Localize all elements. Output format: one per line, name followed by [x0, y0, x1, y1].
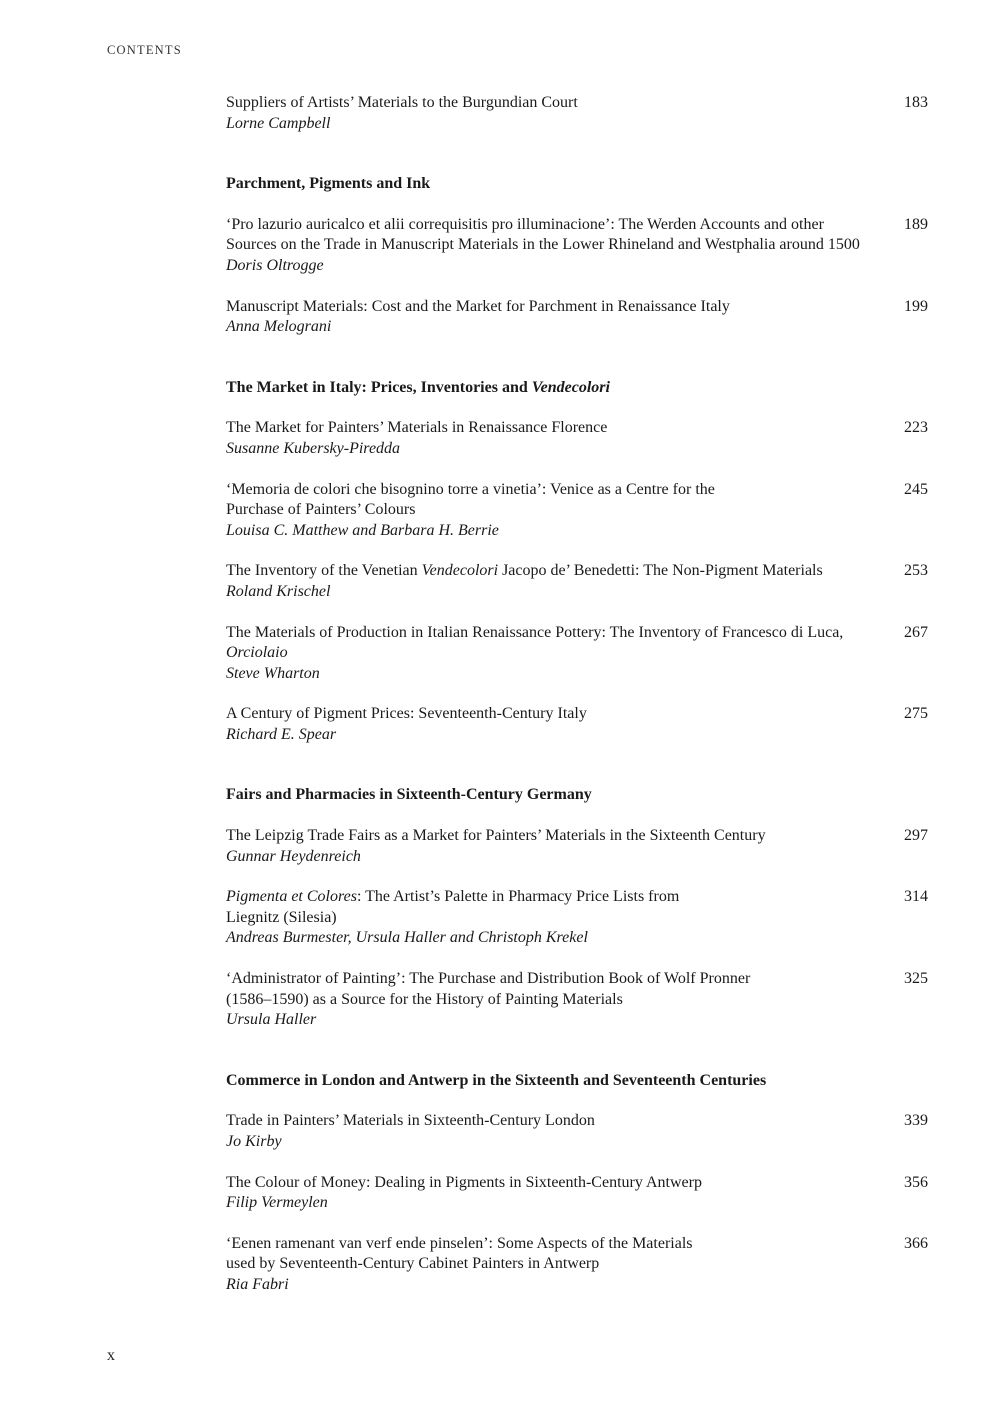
entry-author: Richard E. Spear: [226, 725, 337, 743]
entry-title-italic: Orciolaio: [226, 644, 288, 662]
entry-title-continued: Sources on the Trade in Manuscript Materials in the Lower Rhineland and Westphalia around 1500: [226, 236, 860, 254]
toc-entry[interactable]: [226, 480, 932, 542]
table-of-contents: [226, 93, 932, 1296]
entry-page-number: 314: [904, 888, 928, 906]
entry-page-number: 275: [904, 705, 928, 723]
entry-title: ‘Eenen ramenant van verf ende pinselen’: Some Aspects of the Materials: [226, 1234, 693, 1252]
entry-page-number: 223: [904, 419, 928, 437]
toc-entry[interactable]: [226, 93, 932, 134]
page-folio: x: [107, 1347, 115, 1364]
entry-author: Ria Fabri: [226, 1275, 289, 1293]
entry-title-continued: used by Seventeenth-Century Cabinet Painters in Antwerp: [226, 1255, 600, 1273]
entry-author: Roland Krischel: [226, 582, 331, 600]
spacer: [226, 806, 932, 826]
section-heading: Fairs and Pharmacies in Sixteenth-Century Germany: [226, 786, 592, 804]
entry-author: Anna Melograni: [226, 318, 332, 336]
entry-title-text: Jacopo de’ Benedetti: The Non-Pigment Materials: [502, 562, 823, 580]
spacer: [226, 195, 932, 215]
entry-title-italic: Vendecolori: [421, 562, 499, 580]
toc-entry[interactable]: [226, 1111, 932, 1152]
entry-title: ‘Pro lazurio auricalco et alii correquisitis pro illuminacione’: The Werden Accounts and other: [226, 215, 824, 233]
entry-title-continued: [226, 643, 882, 664]
entry-title-text: : The Artist’s Palette in Pharmacy Price Lists from: [356, 888, 680, 906]
toc-entry[interactable]: [226, 704, 932, 745]
spacer: [226, 277, 932, 297]
entry-author: Andreas Burmester, Ursula Haller and Christoph Krekel: [226, 929, 588, 947]
toc-entry[interactable]: [226, 297, 932, 338]
entry-page-number: 267: [904, 623, 928, 641]
entry-page-number: 366: [904, 1234, 928, 1252]
spacer: [226, 460, 932, 480]
entry-page-number: 297: [904, 827, 928, 845]
spacer: [226, 745, 932, 785]
entry-page-number: 245: [904, 480, 928, 498]
entry-title: ‘Administrator of Painting’: The Purchase and Distribution Book of Wolf Pronner: [226, 970, 751, 988]
entry-author: Gunnar Heydenreich: [226, 847, 361, 865]
toc-entry[interactable]: [226, 1234, 932, 1296]
spacer: [226, 1214, 932, 1234]
entry-title-continued: Liegnitz (Silesia): [226, 908, 337, 926]
entry-title-continued: (1586–1590) as a Source for the History of Painting Materials: [226, 990, 623, 1008]
entry-title: [226, 561, 882, 582]
toc-entry[interactable]: [226, 1173, 932, 1214]
entry-author: Filip Vermeylen: [226, 1194, 328, 1212]
spacer: [226, 684, 932, 704]
entry-title: Suppliers of Artists’ Materials to the Burgundian Court: [226, 94, 578, 111]
entry-title: The Colour of Money: Dealing in Pigments in Sixteenth-Century Antwerp: [226, 1173, 702, 1191]
toc-entry[interactable]: [226, 887, 932, 949]
spacer: [226, 603, 932, 623]
entry-title-continued: Purchase of Painters’ Colours: [226, 501, 416, 519]
entry-author: Ursula Haller: [226, 1011, 317, 1029]
entry-author: Susanne Kubersky-Piredda: [226, 439, 401, 457]
toc-entry[interactable]: [226, 215, 932, 277]
spacer: [226, 338, 932, 378]
entry-title: The Leipzig Trade Fairs as a Market for Painters’ Materials in the Sixteenth Century: [226, 827, 766, 845]
entry-page-number: 183: [904, 94, 928, 111]
toc-entry[interactable]: [226, 623, 932, 685]
entry-author: Jo Kirby: [226, 1133, 282, 1150]
section-heading-text: The Market in Italy: Prices, Inventories and: [226, 378, 528, 396]
entry-author: Steve Wharton: [226, 664, 320, 682]
entry-page-number: 339: [904, 1112, 928, 1130]
entry-page-number: 325: [904, 970, 928, 988]
toc-entry[interactable]: [226, 418, 932, 459]
spacer: [226, 1031, 932, 1071]
toc-entry[interactable]: [226, 826, 932, 867]
entry-page-number: 356: [904, 1173, 928, 1191]
entry-page-number: 199: [904, 297, 928, 315]
spacer: [226, 1091, 932, 1111]
spacer: [226, 541, 932, 561]
section-heading-italic: Vendecolori: [531, 378, 610, 396]
entry-title-text: The Inventory of the Venetian: [226, 562, 418, 580]
toc-entry[interactable]: [226, 969, 932, 1031]
spacer: [226, 398, 932, 418]
spacer: [226, 867, 932, 887]
entry-author: Lorne Campbell: [226, 114, 331, 132]
entry-page-number: 189: [904, 215, 928, 233]
section-heading: Commerce in London and Antwerp in the Sixteenth and Seventeenth Centuries: [226, 1071, 767, 1089]
toc-entry[interactable]: [226, 561, 932, 602]
spacer: [226, 134, 932, 174]
running-head: CONTENTS: [107, 43, 182, 57]
entry-title-italic: Pigmenta et Colores: [226, 888, 357, 906]
entry-title: ‘Memoria de colori che bisognino torre a vinetia’: Venice as a Centre for the: [226, 480, 715, 498]
entry-author: Doris Oltrogge: [226, 256, 324, 274]
spacer: [226, 1153, 932, 1173]
entry-title: The Materials of Production in Italian Renaissance Pottery: The Inventory of Francesco di Luca,: [226, 623, 844, 641]
section-heading: [226, 378, 932, 399]
entry-title: The Market for Painters’ Materials in Renaissance Florence: [226, 419, 608, 437]
section-heading: Parchment, Pigments and Ink: [226, 175, 431, 193]
entry-title: Manuscript Materials: Cost and the Market for Parchment in Renaissance Italy: [226, 297, 730, 315]
entry-page-number: 253: [904, 562, 928, 580]
entry-title: [226, 887, 882, 908]
entry-author: Louisa C. Matthew and Barbara H. Berrie: [226, 521, 499, 539]
entry-title: Trade in Painters’ Materials in Sixteenth-Century London: [226, 1112, 595, 1130]
spacer: [226, 949, 932, 969]
entry-title: A Century of Pigment Prices: Seventeenth-Century Italy: [226, 705, 587, 723]
